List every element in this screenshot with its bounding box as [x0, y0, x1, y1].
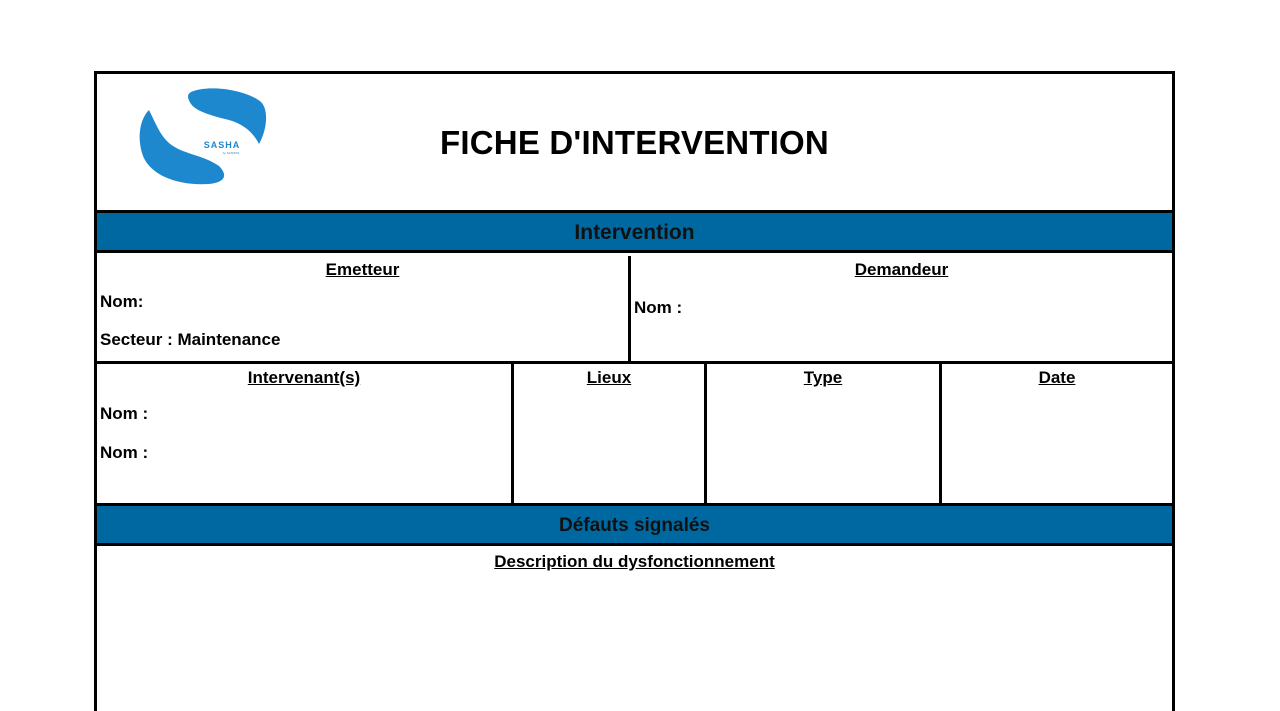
- demandeur-cell: [631, 256, 1172, 361]
- intervenants-row: [97, 364, 1172, 506]
- section-header-intervention: Intervention: [97, 213, 1172, 253]
- lieux-heading: Lieux: [586, 368, 632, 387]
- logo-subtext: by SANITAS: [222, 151, 240, 155]
- page-title: FICHE D'INTERVENTION: [440, 124, 829, 161]
- intervention-form: [94, 71, 1175, 711]
- emetteur-heading: Emetteur: [325, 260, 400, 279]
- description-heading: Description du dysfonctionnement: [494, 552, 775, 571]
- emetteur-secteur-field[interactable]: Secteur : Maintenance: [100, 330, 281, 349]
- demandeur-nom-field[interactable]: Nom :: [634, 298, 683, 317]
- intervenant-nom-field-2[interactable]: Nom :: [100, 443, 149, 462]
- date-cell[interactable]: [942, 364, 1172, 503]
- type-heading: Type: [803, 368, 843, 387]
- type-cell[interactable]: [707, 364, 942, 503]
- emetteur-demandeur-row: [97, 256, 1172, 364]
- intervenants-heading: Intervenant(s): [247, 368, 361, 387]
- emetteur-nom-field[interactable]: Nom:: [100, 292, 144, 311]
- emetteur-cell: [97, 256, 631, 361]
- date-heading: Date: [1038, 368, 1076, 387]
- lieux-cell[interactable]: [514, 364, 707, 503]
- section-header-defauts: Défauts signalés: [97, 506, 1172, 546]
- intervenants-cell: [97, 364, 514, 503]
- demandeur-heading: Demandeur: [854, 260, 949, 279]
- form-header: [97, 74, 1172, 213]
- logo-text: SASHA: [203, 140, 241, 150]
- intervenant-nom-field-1[interactable]: Nom :: [100, 404, 149, 423]
